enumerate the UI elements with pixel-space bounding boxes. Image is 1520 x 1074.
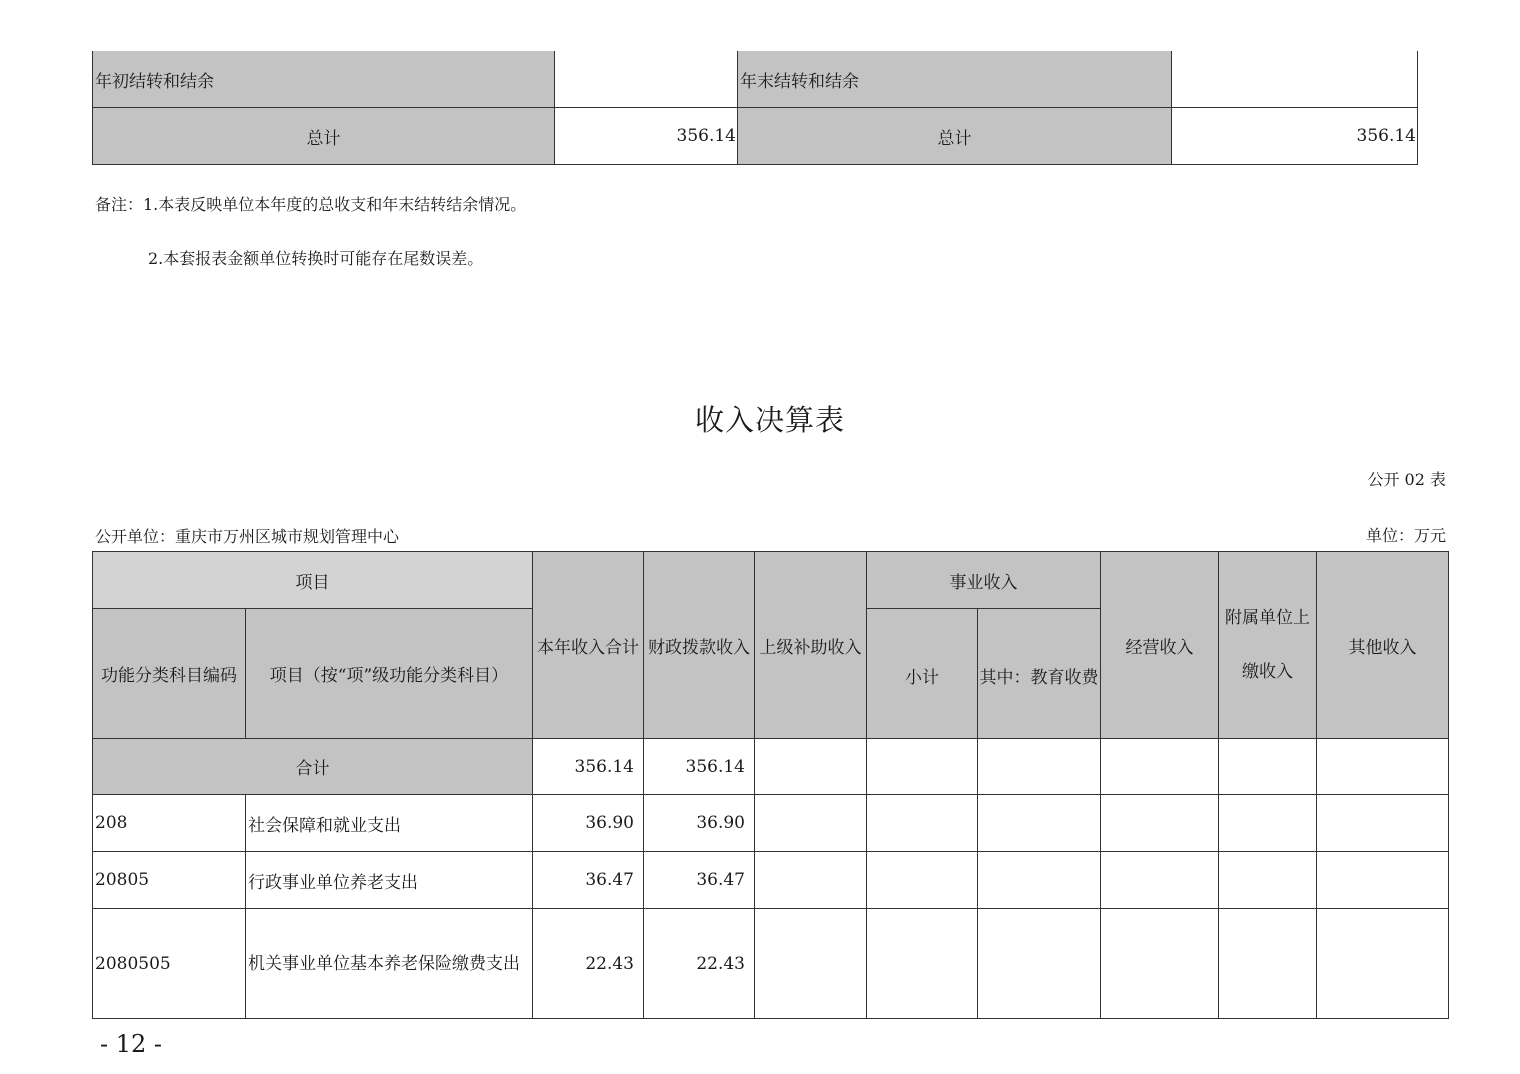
table-row [93, 795, 1449, 852]
header-function-code: 功能分类科目编码 [93, 609, 246, 739]
total-row-income: 356.14 [533, 739, 644, 795]
header-superior-subsidy: 上级补助收入 [755, 552, 867, 739]
table-cell [1101, 909, 1219, 1019]
row-total: 36.90 [533, 795, 644, 852]
row-name: 社会保障和就业支出 [246, 795, 533, 852]
table-cell [978, 852, 1101, 909]
closing-balance-value [1172, 51, 1418, 108]
table-cell [1219, 795, 1317, 852]
total-row-label: 合计 [93, 739, 533, 795]
row-fiscal: 36.90 [644, 795, 755, 852]
table-cell [1101, 795, 1219, 852]
table-cell [1317, 909, 1449, 1019]
page-title: 收入决算表 [694, 403, 845, 437]
table-cell [978, 739, 1101, 795]
row-fiscal: 22.43 [644, 909, 755, 1019]
table-cell [755, 909, 867, 1019]
header-other-income: 其他收入 [1317, 552, 1449, 739]
header-subtotal: 小计 [867, 609, 978, 739]
header-affiliated-income: 附属单位上缴收入 [1219, 552, 1317, 739]
closing-balance-label: 年末结转和结余 [738, 51, 1172, 108]
table-total-row [93, 739, 1449, 795]
header-fiscal-appropriation: 财政拨款收入 [644, 552, 755, 739]
income-grand-total-value: 356.14 [555, 108, 738, 165]
table-cell [867, 852, 978, 909]
table-cell [1219, 909, 1317, 1019]
header-operating-income: 经营收入 [1101, 552, 1219, 739]
table-cell [978, 795, 1101, 852]
table-cell [1317, 852, 1449, 909]
total-row-fiscal: 356.14 [644, 739, 755, 795]
table-cell [1219, 739, 1317, 795]
currency-unit: 单位：万元 [1365, 526, 1446, 545]
opening-balance-value [555, 51, 738, 108]
table-cell [867, 739, 978, 795]
header-project: 项目 [93, 552, 533, 609]
income-grand-total-label: 总计 [93, 108, 555, 165]
row-total: 36.47 [533, 852, 644, 909]
table-cell [1317, 739, 1449, 795]
page-number: - 12 - [100, 1030, 163, 1058]
table-cell [978, 909, 1101, 1019]
table-row [93, 51, 1418, 108]
table-cell [1101, 852, 1219, 909]
expense-grand-total-label: 总计 [738, 108, 1172, 165]
table-cell [867, 795, 978, 852]
reporting-unit: 公开单位：重庆市万州区城市规划管理中心 [95, 527, 400, 546]
row-total: 22.43 [533, 909, 644, 1019]
table-cell [755, 795, 867, 852]
expense-grand-total-value: 356.14 [1172, 108, 1418, 165]
row-code: 208 [93, 795, 246, 852]
row-fiscal: 36.47 [644, 852, 755, 909]
table-header-row [93, 552, 1449, 609]
table-cell [1317, 795, 1449, 852]
income-statement-table [92, 551, 1449, 1019]
header-total-income: 本年收入合计 [533, 552, 644, 739]
table-cell [867, 909, 978, 1019]
note-line-2: 2.本套报表金额单位转换时可能存在尾数误差。 [148, 249, 484, 268]
header-business-income: 事业收入 [867, 552, 1101, 609]
row-code: 2080505 [93, 909, 246, 1019]
header-item-name: 项目（按“项”级功能分类科目） [246, 609, 533, 739]
table-cell [755, 852, 867, 909]
table-row [93, 909, 1449, 1019]
row-code: 20805 [93, 852, 246, 909]
header-education-fees: 其中：教育收费 [978, 609, 1101, 739]
table-cell [1101, 739, 1219, 795]
table-cell [1219, 852, 1317, 909]
form-code: 公开 02 表 [1367, 470, 1446, 489]
table-row [93, 852, 1449, 909]
note-line-1: 备注：1.本表反映单位本年度的总收支和年末结转结余情况。 [95, 195, 527, 214]
table-cell [755, 739, 867, 795]
table-row [93, 108, 1418, 165]
opening-balance-label: 年初结转和结余 [93, 51, 555, 108]
balance-summary-table [92, 51, 1418, 165]
row-name: 机关事业单位基本养老保险缴费支出 [246, 909, 533, 1019]
row-name: 行政事业单位养老支出 [246, 852, 533, 909]
